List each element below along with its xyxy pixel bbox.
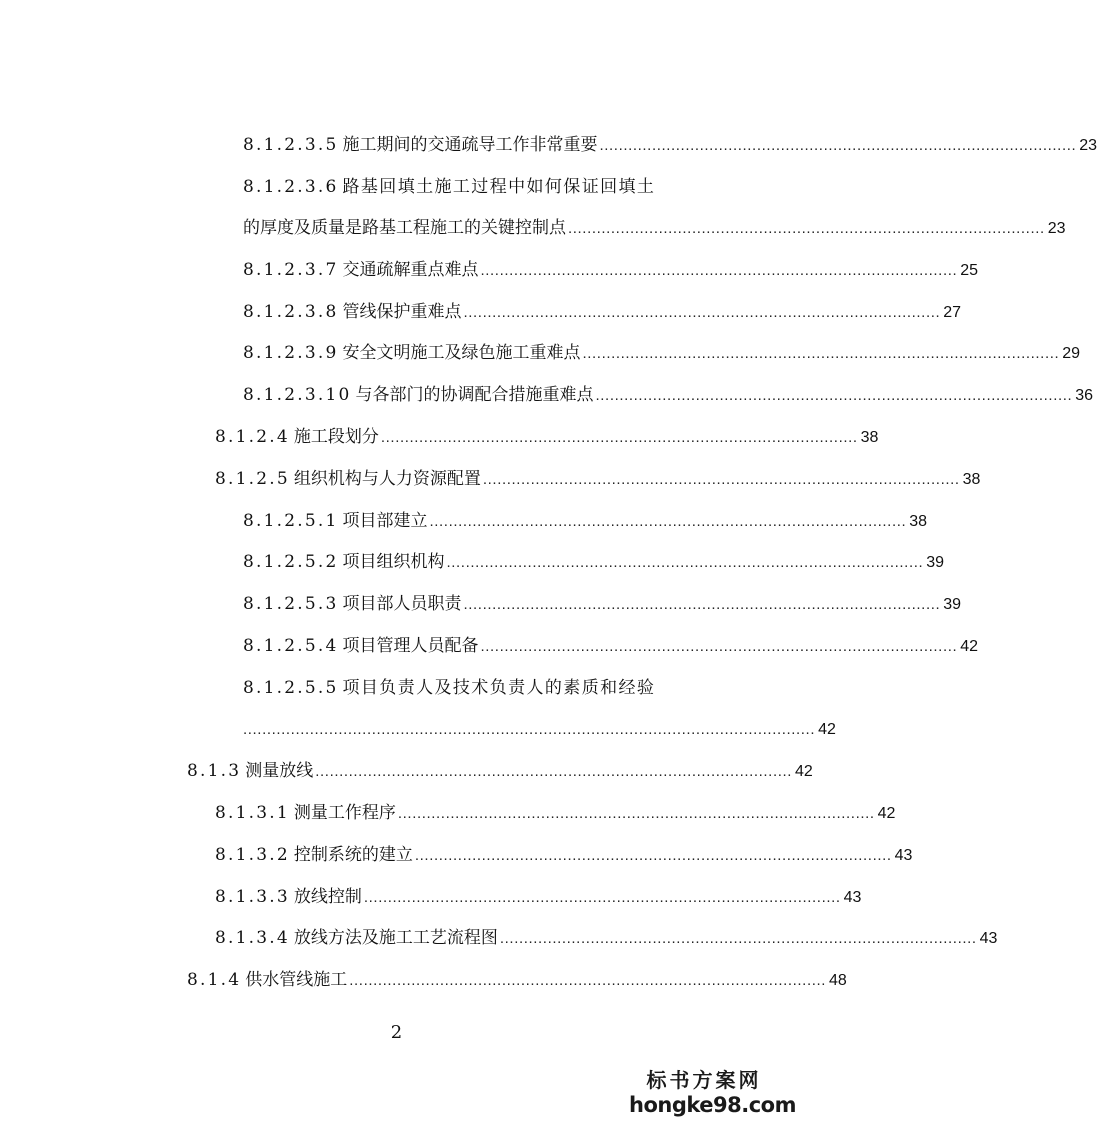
toc-title: 组织机构与人力资源配置 [293,469,481,489]
toc-number: 8.1.2.3.8 [243,302,339,322]
toc-page: 38 [860,429,879,446]
toc-page: 43 [979,930,998,947]
toc-entry[interactable] [215,885,862,910]
toc-page: 25 [960,262,979,279]
dot-leader: .................................................................................................... [397,805,875,822]
dot-leader: .................................................................................................... [499,930,977,947]
toc-number: 8.1.2.3.10 [243,385,352,405]
toc-title: 交通疏解重点难点 [342,260,479,280]
toc-page: 48 [829,972,847,989]
toc-entry[interactable] [243,383,1094,408]
toc-page: 42 [960,638,979,655]
page-number: 2 [390,1022,403,1043]
dot-leader: .................................................................................................... [363,889,841,906]
toc-title: 测量工作程序 [293,803,396,823]
toc-title: 与各部门的协调配合措施重难点 [355,385,594,405]
toc-number: 8.1.2.3.6 [243,177,339,197]
toc-title: 放线控制 [293,887,362,907]
toc-number: 8.1.2.3.5 [243,135,339,155]
toc-page: 23 [1079,137,1097,154]
dot-leader: .................................................................................................... [446,554,924,571]
toc-entry-line2[interactable] [243,718,836,742]
dot-leader: .................................................................................................... [429,513,907,530]
toc-number: 8.1.3.1 [215,803,290,823]
toc-entry[interactable] [215,926,998,951]
toc-title: 项目管理人员配备 [342,636,479,656]
toc-page: 39 [926,554,945,571]
dot-leader: .................................................................................................... [595,387,1073,404]
dot-leader: ........................................................................................................................ [243,721,816,738]
toc-entry[interactable] [243,550,945,575]
toc-number: 8.1.4 [187,970,242,990]
dot-leader: .................................................................................................... [599,137,1077,154]
dot-leader: .................................................................................................... [414,847,892,864]
toc-number: 8.1.2.3.9 [243,343,339,363]
toc-number: 8.1.2.5.4 [243,636,339,656]
toc-entry[interactable] [215,843,913,868]
toc-number: 8.1.2.4 [215,427,290,447]
toc-entry[interactable] [243,592,962,617]
toc-entry[interactable] [187,968,847,993]
toc-title: 项目负责人及技术负责人的素质和经验 [342,678,656,698]
toc-number: 8.1.2.5.3 [243,594,339,614]
toc-page: 36 [1075,387,1094,404]
toc-number: 8.1.3 [187,761,242,781]
toc-entry[interactable] [215,467,981,492]
toc-number: 8.1.2.5.2 [243,552,339,572]
toc-entry[interactable] [243,133,1097,158]
toc-title-continued: 的厚度及质量是路基工程施工的关键控制点 [243,218,566,238]
watermark [629,1068,796,1118]
dot-leader: .................................................................................................... [380,429,858,446]
toc-page: 43 [843,889,862,906]
toc-number: 8.1.3.2 [215,845,290,865]
toc-number: 8.1.2.5.1 [243,511,339,531]
toc-entry[interactable] [243,258,979,283]
toc-page: 27 [943,304,962,321]
toc-number: 8.1.3.4 [215,928,290,948]
toc-page: 38 [909,513,928,530]
toc-entry-line1[interactable] [243,175,655,199]
dot-leader: .................................................................................................... [480,638,958,655]
toc-number: 8.1.2.3.7 [243,260,339,280]
dot-leader: .................................................................................................... [463,304,941,321]
toc-entry[interactable] [243,341,1081,366]
toc-page: 42 [877,805,896,822]
toc-title: 安全文明施工及绿色施工重难点 [342,343,581,363]
toc-title: 施工段划分 [293,427,379,447]
toc-entry-line1[interactable] [243,676,655,700]
toc-entry[interactable] [215,425,879,450]
toc-page: 38 [962,471,981,488]
toc-page: 29 [1062,345,1081,362]
toc-title: 控制系统的建立 [293,845,413,865]
toc-page: 23 [1047,220,1066,237]
toc-page: 42 [818,721,836,738]
toc-page: 42 [795,763,813,780]
toc-entry[interactable] [215,801,896,826]
toc-number: 8.1.2.5 [215,469,290,489]
toc-title: 施工期间的交通疏导工作非常重要 [342,135,598,155]
toc-entry-line2[interactable] [243,216,1066,241]
toc-entry[interactable] [187,759,813,784]
toc-number: 8.1.2.5.5 [243,678,339,698]
dot-leader: .................................................................................................... [480,262,958,279]
toc-title: 项目部人员职责 [342,594,462,614]
toc-number: 8.1.3.3 [215,887,290,907]
watermark-url: hongke98.com [629,1093,796,1117]
toc-title: 测量放线 [245,761,314,781]
toc-title: 放线方法及施工工艺流程图 [293,928,498,948]
toc-page: 43 [894,847,913,864]
toc-title: 管线保护重难点 [342,302,462,322]
dot-leader: .................................................................................................... [582,345,1060,362]
toc-entry[interactable] [243,634,979,659]
toc-title: 项目组织机构 [342,552,445,572]
dot-leader: .................................................................................................... [463,596,941,613]
dot-leader: .................................................................................................... [315,763,793,780]
dot-leader: .................................................................................................... [568,220,1045,237]
watermark-name: 标书方案网 [646,1068,762,1092]
toc-entry[interactable] [243,509,928,534]
toc-entry[interactable] [243,300,962,325]
toc-title: 项目部建立 [342,511,428,531]
dot-leader: .................................................................................................... [349,972,827,989]
toc-title: 路基回填土施工过程中如何保证回填土 [342,177,656,197]
toc-page: 39 [943,596,962,613]
toc-title: 供水管线施工 [245,970,348,990]
dot-leader: .................................................................................................... [482,471,960,488]
